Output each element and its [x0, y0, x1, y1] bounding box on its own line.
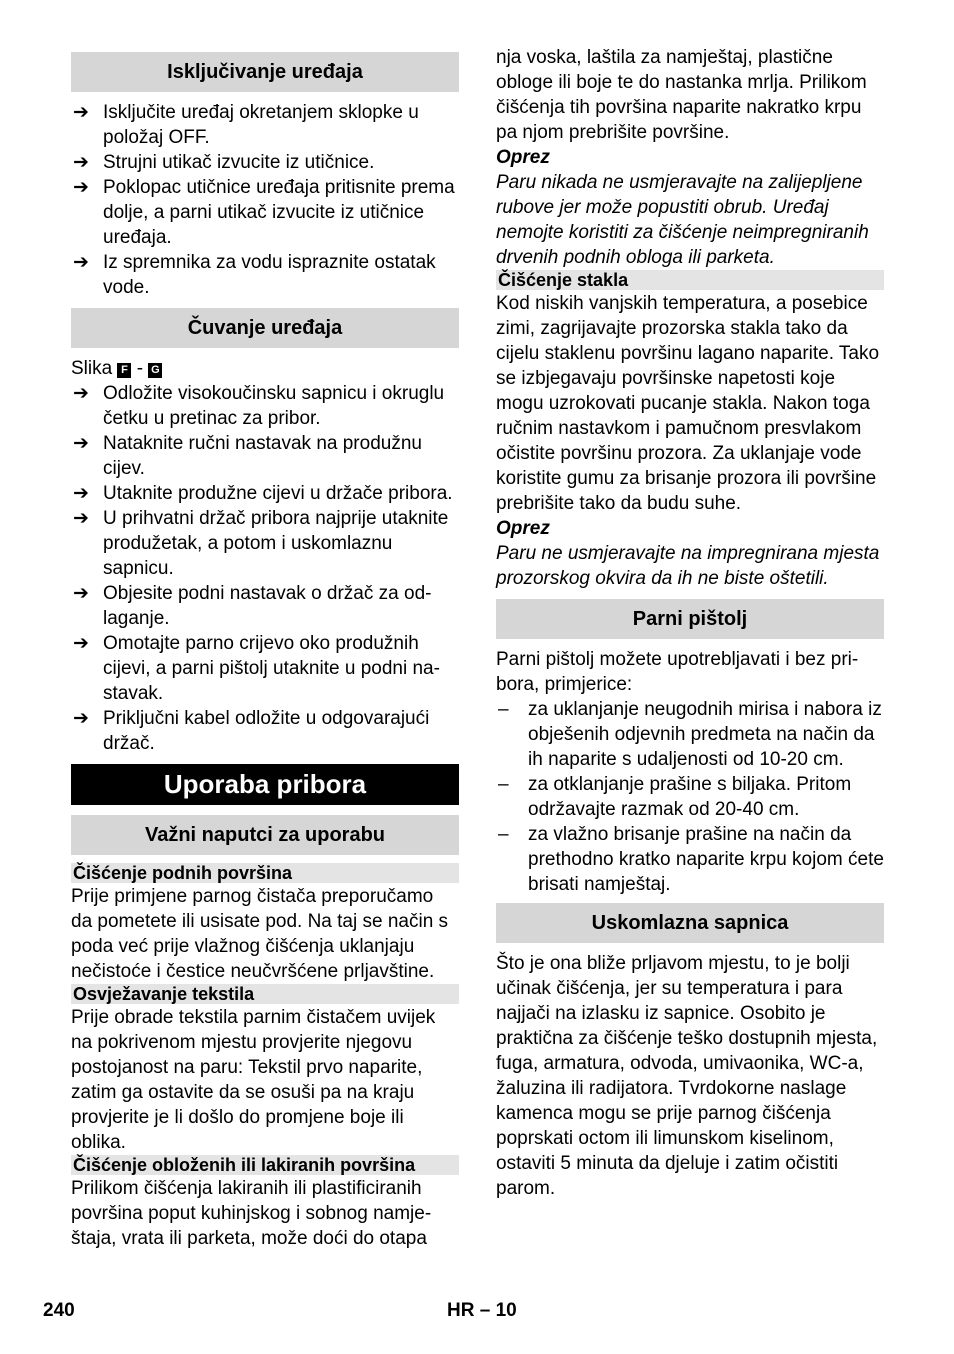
coated-text: Prilikom čišćenja lakiranih ili plastificiranih površina poput kuhinjskog i sobnog namještaja, vrata ili parketa, može doći do otapa — [71, 1178, 432, 1249]
textile-text: Prije obrade tekstila parnim čistačem uvijek na pokrivenom mjestu provjerite njegovu postojanost na paru: Tekstil prvo naparite, zatim ga ostavite da se osuši pa na kraju provjerite je li došlo do promjene boje ili oblika. — [71, 1007, 436, 1153]
heading-accessories: Uporaba pribora — [71, 764, 459, 805]
list-item: ➔ Poklopac utičnice uređaja pritisnite prema dolje, a parni utikač izvucite iz utičnice uređaja. — [73, 177, 455, 248]
caution-text: Paru nikada ne usmjeravajte na zalijepljene rubove jer može popustiti obrub. Uređaj nemojte koristiti za čišćenje neimpregniranih drvenih podnih obloga ili parketa. — [496, 172, 869, 268]
figure-reference: Slika F - G — [71, 356, 459, 381]
arrow-right-icon: ➔ — [73, 708, 89, 729]
list-item: – za vlažno brisanje prašine na način da prethodno kratko naparite krpu kojom ćete brisati namještaj. — [498, 824, 884, 895]
list-item: ➔ Objesite podni nastavak o držač za odlaganje. — [73, 583, 432, 629]
section-label: HR – 10 — [447, 1300, 517, 1321]
heading-switch-off: Isključivanje uređaja — [71, 52, 459, 92]
subheading-coated: Čišćenje obloženih ili lakiranih površina — [71, 1155, 459, 1175]
arrow-right-icon: ➔ — [73, 102, 89, 123]
arrow-right-icon: ➔ — [73, 633, 89, 654]
arrow-right-icon: ➔ — [73, 483, 89, 504]
list-item: ➔ Priključni kabel odložite u odgovarajući držač. — [73, 708, 430, 754]
arrow-right-icon: ➔ — [73, 508, 89, 529]
list-item: ➔ Nataknite ručni nastavak na produžnu cijev. — [73, 433, 422, 479]
floor-text: Prije primjene parnog čistača preporučamo da pometete ili usisate pod. Na taj se način s poda već prije vlažnog čišćenja uklanjaju nečistoće i čestice neučvršćene prljavštine. — [71, 886, 449, 982]
subheading-textile: Osvježavanje tekstila — [71, 984, 459, 1004]
list-item: – za uklanjanje neugodnih mirisa i nabora iz obješenih odjevnih predmeta na način da ih naparite s udaljenosti od 10-20 cm. — [498, 699, 882, 770]
subheading-floor: Čišćenje podnih površina — [71, 863, 459, 883]
list-item: ➔ Strujni utikač izvucite iz utičnice. — [73, 152, 375, 173]
list-item: ➔ Isključite uređaj okretanjem sklopke u položaj OFF. — [73, 102, 419, 148]
subheading-glass: Čišćenje stakla — [496, 270, 884, 290]
arrow-right-icon: ➔ — [73, 433, 89, 454]
nozzle-text: Što je ona bliže prljavom mjestu, to je bolji učinak čišćenja, jer su temperatura i para najjači na izlasku iz sapnice. Osobito je praktična za čišćenje teško dostupnih mjesta, fuga, armatura, odvoda, umivaonika, WC-a, žaluzina ili radijatora. Tvrdokorne naslage kamenca mogu se prije parnog čišćenja poprskati octom ili limunskom kiselinom, ostaviti 5 minuta da djeluje i zatim očistiti parom. — [496, 953, 878, 1199]
glass-text: Kod niskih vanjskih temperatura, a posebice zimi, zagrijavajte prozorska stakla tako da cijelu staklenu površinu lagano naparite. Tako se izbjegavaju površinske napetosti koje mogu uzrokovati pucanje stakla. Nakon toga ručnim nastavkom i pamučnom presvlakom očistite površinu prozora. Za uklanjaje vode koristite gumu za brisanje prozora ili površine prebrišite tako da budu suhe. — [496, 293, 880, 514]
dash-marker: – — [498, 699, 509, 720]
coated-text-continued: nja voska, laštila za namještaj, plastične obloge ili boje te do nastanka mrlja. Prilikom čišćenja tih površina naparite nakratko krpu pa njom prebrišite površine. — [496, 47, 867, 143]
left-column — [71, 45, 459, 1251]
heading-storage: Čuvanje uređaja — [71, 308, 459, 348]
arrow-right-icon: ➔ — [73, 177, 89, 198]
figure-f-badge: F — [117, 363, 131, 378]
heading-steam-gun: Parni pištolj — [496, 599, 884, 639]
arrow-right-icon: ➔ — [73, 383, 89, 404]
list-item: ➔ Iz spremnika za vodu ispraznite ostatak vode. — [73, 252, 436, 298]
page-number: 240 — [43, 1300, 75, 1321]
arrow-right-icon: ➔ — [73, 583, 89, 604]
dash-marker: – — [498, 774, 509, 795]
list-item: ➔ Omotajte parno crijevo oko produžnih cijevi, a parni pištolj utaknite u podni nastavak. — [73, 633, 440, 704]
caution-label: Oprez — [496, 518, 550, 539]
list-item: ➔ Odložite visokoučinsku sapnicu i okruglu četku u pretinac za pribor. — [73, 383, 445, 429]
arrow-right-icon: ➔ — [73, 252, 89, 273]
dash-marker: – — [498, 824, 509, 845]
arrow-right-icon: ➔ — [73, 152, 89, 173]
list-item: ➔ Utaknite produžne cijevi u držače pribora. — [73, 483, 453, 504]
caution-label: Oprez — [496, 147, 550, 168]
heading-usage-tips: Važni naputci za uporabu — [71, 815, 459, 855]
list-item: – za otklanjanje prašine s biljaka. Pritom održavajte razmak od 20-40 cm. — [498, 774, 852, 820]
gun-text: Parni pištolj možete upotrebljavati i bez pribora, primjerice: — [496, 649, 859, 695]
list-item: ➔ U prihvatni držač pribora najprije utaknite produžetak, a potom i uskomlaznu sapnicu. — [73, 508, 449, 579]
caution-text: Paru ne usmjeravajte na impregnirana mjesta prozorskog okvira da ih ne biste oštetili. — [496, 543, 880, 589]
heading-narrow-nozzle: Uskomlazna sapnica — [496, 903, 884, 943]
right-column — [496, 45, 884, 1201]
figure-g-badge: G — [148, 363, 162, 378]
